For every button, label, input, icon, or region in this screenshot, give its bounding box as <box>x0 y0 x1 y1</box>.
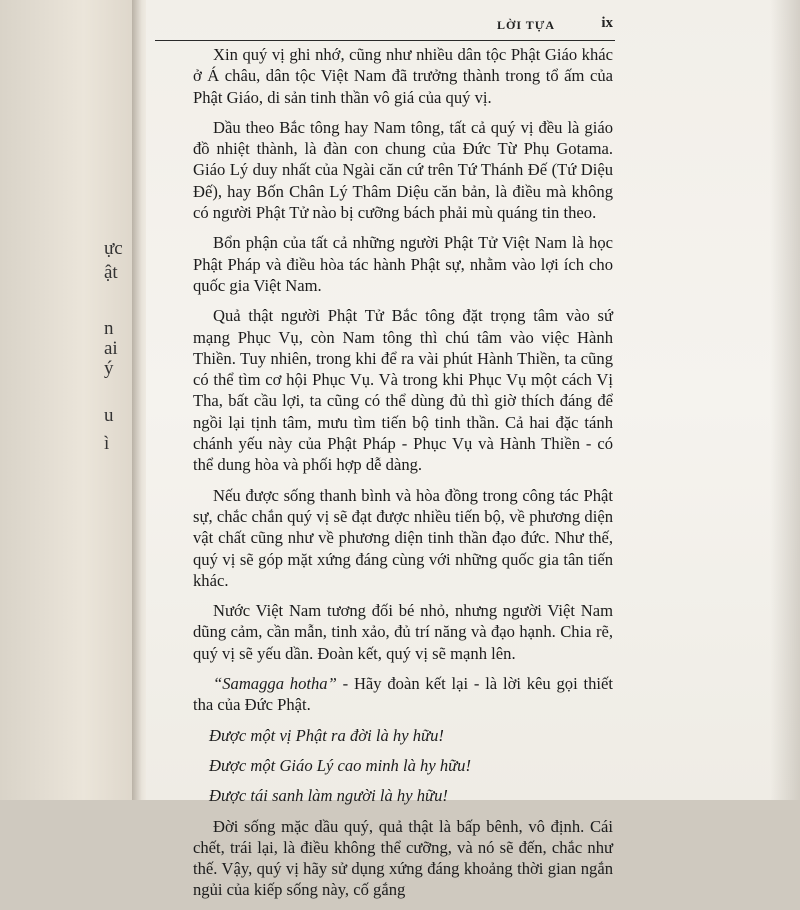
left-page-fragment: ực <box>104 238 123 259</box>
verse-line: Được tái sanh làm người là hy hữu! <box>209 786 448 806</box>
left-page <box>0 0 140 800</box>
running-header <box>155 12 615 41</box>
left-page-fragment: ai <box>104 338 118 359</box>
page-body <box>193 44 613 910</box>
page-number: ix <box>601 15 613 31</box>
quote-paragraph <box>193 673 613 716</box>
left-page-fragment: u <box>104 405 114 426</box>
pali-quote: “Samagga hotha” <box>213 674 337 694</box>
chapter-title: LỜI TỰA <box>496 18 555 32</box>
paragraph: Nước Việt Nam tương đối bé nhỏ, nhưng người Việt Nam dũng cảm, cần mẫn, tinh xảo, đủ trí năng và đạo hạnh. Chia rẽ, quý vị sẽ yếu dần. Đoàn kết, quý vị sẽ mạnh lên. <box>193 601 613 663</box>
left-page-fragment: ật <box>104 262 118 283</box>
left-page-fragment: ý <box>104 358 114 379</box>
left-page-fragment: ì <box>104 433 110 454</box>
paragraph: Nếu được sống thanh bình và hòa đồng trong công tác Phật sự, chắc chắn quý vị sẽ đạt được nhiều tiến bộ, về phương diện vật chất cũng như về phương diện tinh thần đạo đức. Như thế, quý vị sẽ góp mặt xứng đáng cùng với những quốc gia tân tiến khác. <box>193 485 613 590</box>
paragraph: Xin quý vị ghi nhớ, cũng như nhiều dân tộc Phật Giáo khác ở Á châu, dân tộc Việt Nam đã trưởng thành trong tổ ấm của Phật Giáo, di sản tinh thần vô giá của quý vị. <box>193 45 613 107</box>
verse-line: Được một Giáo Lý cao minh là hy hữu! <box>209 755 471 775</box>
page-edge-shadow <box>770 0 800 800</box>
book-gutter <box>132 0 146 800</box>
paragraph: Quả thật người Phật Tử Bắc tông đặt trọng tâm vào sứ mạng Phục Vụ, còn Nam tông thì chú tâm vào việc Hành Thiền. Tuy nhiên, trong khi để ra vài phút Hành Thiền, ta cũng có thể tìm cơ hội Phục Vụ. Và trong khi Phục Vụ một cách Vị Tha, bất cầu lợi, ta cũng có thể dùng đủ thì giờ thích đáng để ngồi lại tịnh tâm, mưu tìm tiến bộ tinh thần. Cả hai đặc tánh chánh yếu này của Phật Pháp - Phục Vụ và Hành Thiền - có thể dung hòa và phối hợp dễ dàng. <box>193 306 613 475</box>
paragraph: Bổn phận của tất cả những người Phật Tử Việt Nam là học Phật Pháp và điều hòa tác hành Phật sự, nhằm vào lợi ích cho quốc gia Việt Nam. <box>193 233 613 295</box>
paragraph: Đời sống mặc dầu quý, quả thật là bấp bênh, vô định. Cái chết, trái lại, là điều không thể cưỡng, và nó sẽ đến, chắc như thế. Vậy, quý vị hãy sử dụng xứng đáng khoảng thời gian ngắn ngủi của kiếp sống này, cố gắng <box>193 816 613 900</box>
quote-translation: - Hãy đoàn kết lại - là lời kêu gọi thiết tha của Đức Phật. <box>193 674 614 715</box>
paragraph: Dầu theo Bắc tông hay Nam tông, tất cả quý vị đều là giáo đồ nhiệt thành, là đàn con chung của Đức Từ Phụ Gotama. Giáo Lý duy nhất của Ngài căn cứ trên Tứ Thánh Đế (Tứ Diệu Đế), hay Bốn Chân Lý Thâm Diệu căn bản, là điều mà không có người Phật Tử nào bị cưỡng bách phải mù quáng tin theo. <box>193 117 613 223</box>
verse-line: Được một vị Phật ra đời là hy hữu! <box>209 725 444 745</box>
left-page-fragment: n <box>104 318 114 339</box>
